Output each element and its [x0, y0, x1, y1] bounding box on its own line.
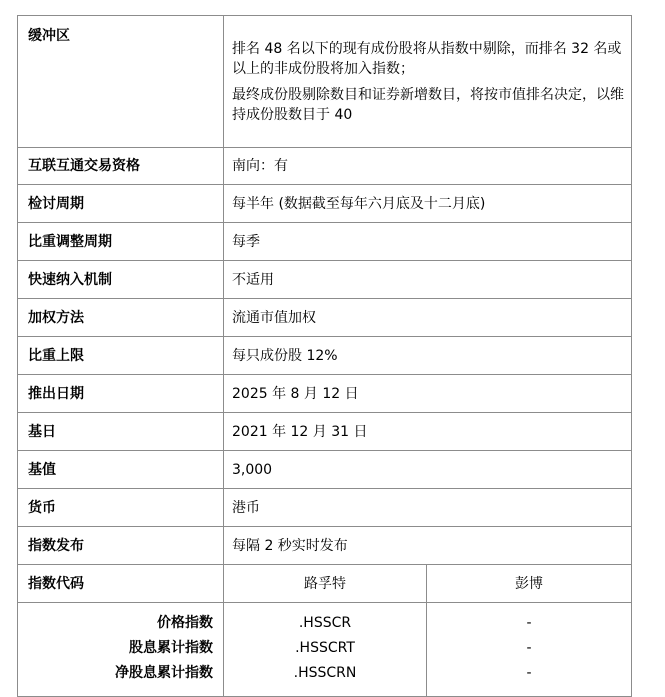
- index-type-label: 价格指数: [157, 615, 213, 631]
- row-value: 3,000: [224, 451, 632, 489]
- index-type-list: [18, 603, 224, 697]
- row-value: 2021 年 12 月 31 日: [224, 413, 632, 451]
- row-index-codes: [18, 603, 632, 697]
- index-spec-table: [17, 15, 632, 697]
- reuters-code-list: [224, 603, 427, 697]
- row-label: 比重调整周期: [18, 223, 224, 261]
- row-label: 加权方法: [18, 299, 224, 337]
- buffer-rule-paragraph: 最终成份股剔除数目和证券新增数目，将按市值排名决定，以维持成份股数目于 40: [232, 86, 624, 123]
- row-value: 不适用: [224, 261, 632, 299]
- row-value: 每隔 2 秒实时发布: [224, 527, 632, 565]
- row-weight-cap: [18, 337, 632, 375]
- row-label: 指数发布: [18, 527, 224, 565]
- row-value: 港币: [224, 489, 632, 527]
- row-launch-date: [18, 375, 632, 413]
- reuters-code: .HSSCRT: [295, 640, 355, 656]
- row-weighting-method: [18, 299, 632, 337]
- row-value: 每半年 (数据截至每年六月底及十二月底): [224, 185, 632, 223]
- row-value: 流通市值加权: [224, 299, 632, 337]
- bloomberg-code: -: [526, 640, 532, 656]
- bloomberg-code-list: [427, 603, 632, 697]
- index-type-label: 净股息累计指数: [115, 665, 213, 681]
- row-label: 检讨周期: [18, 185, 224, 223]
- row-label: 互联互通交易资格: [18, 148, 224, 185]
- row-label: 快速纳入机制: [18, 261, 224, 299]
- column-header-reuters: 路孚特: [224, 565, 427, 603]
- row-base-date: [18, 413, 632, 451]
- row-connect-eligibility: [18, 148, 632, 185]
- row-label: 指数代码: [18, 565, 224, 603]
- row-index-code-header: [18, 565, 632, 603]
- row-label: 比重上限: [18, 337, 224, 375]
- row-base-value: [18, 451, 632, 489]
- row-buffer-zone: [18, 16, 632, 148]
- row-fast-entry: [18, 261, 632, 299]
- row-currency: [18, 489, 632, 527]
- row-rebalance-cycle: [18, 223, 632, 261]
- row-value: 南向：有: [224, 148, 632, 185]
- reuters-code: .HSSCRN: [293, 665, 357, 681]
- row-label: 基值: [18, 451, 224, 489]
- row-label: 推出日期: [18, 375, 224, 413]
- bloomberg-code: -: [526, 615, 532, 631]
- bloomberg-code: -: [526, 665, 532, 681]
- index-type-label: 股息累计指数: [129, 640, 213, 656]
- row-value: 2025 年 8 月 12 日: [224, 375, 632, 413]
- row-value: 每季: [224, 223, 632, 261]
- reuters-code: .HSSCR: [298, 615, 352, 631]
- column-header-bloomberg: 彭博: [427, 565, 632, 603]
- row-value: 每只成份股 12%: [224, 337, 632, 375]
- row-label: 货币: [18, 489, 224, 527]
- row-value: [224, 16, 632, 148]
- row-label: 缓冲区: [18, 16, 224, 148]
- row-dissemination: [18, 527, 632, 565]
- row-review-cycle: [18, 185, 632, 223]
- row-label: 基日: [18, 413, 224, 451]
- buffer-rule-paragraph: 排名 48 名以下的现有成份股将从指数中剔除，而排名 32 名或以上的非成份股将加入指数；: [232, 40, 622, 77]
